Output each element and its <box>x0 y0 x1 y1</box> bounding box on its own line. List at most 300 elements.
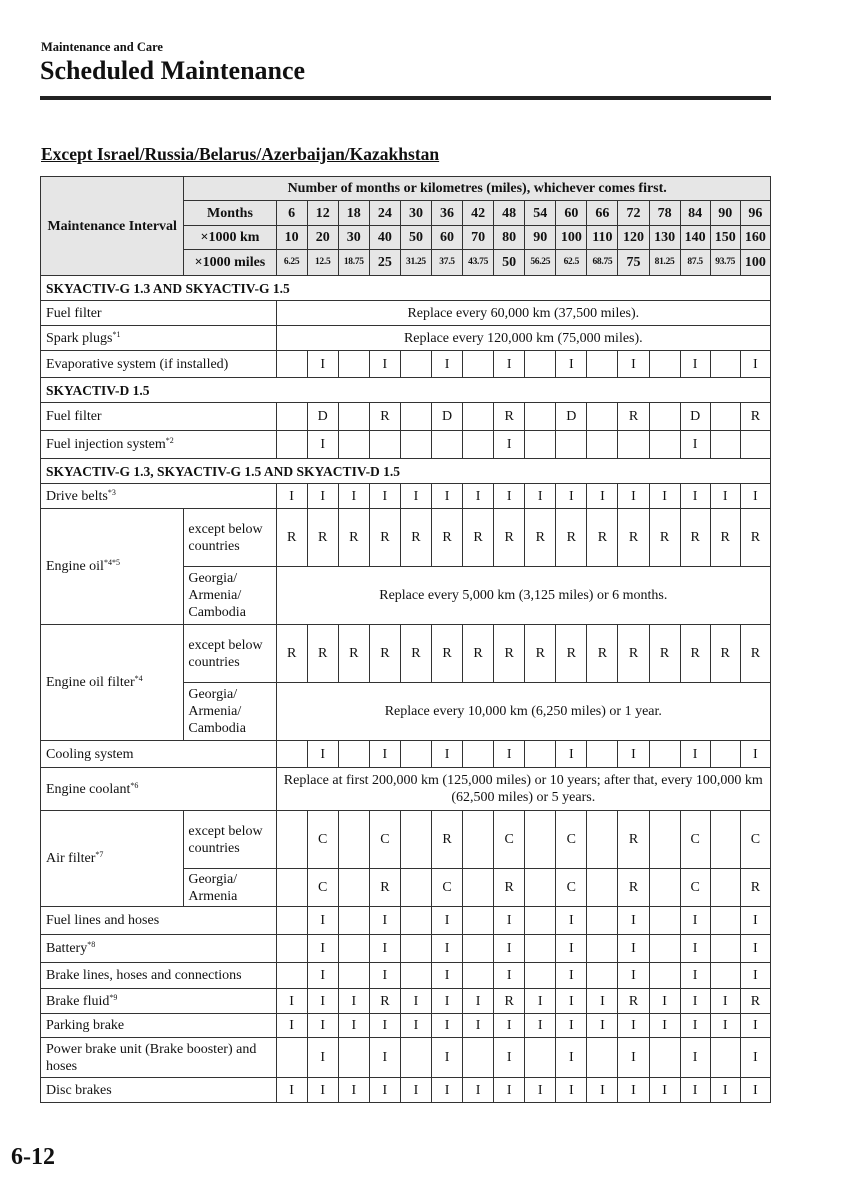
interval-cell <box>338 935 369 963</box>
interval-cell: I <box>680 484 710 509</box>
row-label <box>41 301 277 326</box>
interval-cell <box>431 431 462 459</box>
section-heading: SKYACTIV-D 1.5 <box>41 378 771 403</box>
interval-cell: R <box>307 625 338 683</box>
interval-cell: I <box>431 907 462 935</box>
interval-cell <box>710 963 740 989</box>
interval-cell: I <box>494 935 525 963</box>
interval-cell <box>525 963 556 989</box>
interval-cell <box>463 811 494 869</box>
interval-cell: R <box>618 625 649 683</box>
interval-cell: I <box>740 1014 770 1038</box>
interval-cell: I <box>431 1038 462 1078</box>
footnote-marker: *3 <box>107 487 116 497</box>
km-label: ×1000 km <box>184 226 276 250</box>
interval-cell <box>463 403 494 431</box>
interval-cell: R <box>556 625 587 683</box>
interval-cell <box>587 935 618 963</box>
section-heading: SKYACTIV-G 1.3 AND SKYACTIV-G 1.5 <box>41 276 771 301</box>
section-heading: SKYACTIV-G 1.3, SKYACTIV-G 1.5 AND SKYACTIV-D 1.5 <box>41 459 771 484</box>
row-label <box>41 1038 277 1078</box>
interval-cell: I <box>463 989 494 1014</box>
interval-cell: I <box>680 907 710 935</box>
interval-cell <box>525 431 556 459</box>
month-value: 90 <box>710 201 740 226</box>
interval-cell: C <box>494 811 525 869</box>
interval-cell: R <box>494 869 525 907</box>
interval-cell <box>587 403 618 431</box>
km-value: 70 <box>463 226 494 250</box>
interval-cell <box>649 869 680 907</box>
interval-cell: R <box>649 625 680 683</box>
interval-cell: I <box>494 484 525 509</box>
interval-cell: D <box>431 403 462 431</box>
interval-cell: I <box>431 351 462 378</box>
interval-cell: R <box>463 509 494 567</box>
interval-cell <box>556 431 587 459</box>
interval-cell <box>400 935 431 963</box>
interval-cell: R <box>494 989 525 1014</box>
interval-cell <box>525 741 556 768</box>
table-row <box>41 431 771 459</box>
interval-cell <box>276 811 307 869</box>
interval-cell: R <box>618 989 649 1014</box>
interval-cell: I <box>494 351 525 378</box>
interval-cell: R <box>740 509 770 567</box>
interval-cell <box>400 351 431 378</box>
row-label <box>41 625 184 741</box>
interval-cell: I <box>494 741 525 768</box>
footnote-marker: *6 <box>130 780 139 790</box>
interval-cell <box>463 741 494 768</box>
month-value: 66 <box>587 201 618 226</box>
interval-cell: R <box>587 509 618 567</box>
interval-cell: I <box>556 935 587 963</box>
month-value: 96 <box>740 201 770 226</box>
row-label <box>41 326 277 351</box>
page-number: 6-12 <box>11 1144 55 1170</box>
table-row <box>41 403 771 431</box>
interval-cell: I <box>618 963 649 989</box>
miles-value: 18.75 <box>338 250 369 276</box>
interval-cell: C <box>740 811 770 869</box>
month-value: 24 <box>369 201 400 226</box>
interval-cell: I <box>276 989 307 1014</box>
interval-cell: R <box>649 509 680 567</box>
section-label: Maintenance and Care <box>41 40 163 54</box>
interval-cell <box>525 1038 556 1078</box>
row-label-text: Engine coolant <box>46 781 131 797</box>
interval-cell <box>649 403 680 431</box>
row-label-text: Air filter <box>46 851 96 866</box>
interval-cell <box>463 431 494 459</box>
replace-note: Replace at first 200,000 km (125,000 miles) or 10 years; after that, every 100,000 km (62,500 miles) or 5 years. <box>276 768 770 811</box>
interval-cell <box>400 907 431 935</box>
interval-cell <box>276 351 307 378</box>
interval-cell <box>587 963 618 989</box>
interval-cell: I <box>463 484 494 509</box>
interval-cell <box>338 403 369 431</box>
interval-cell: I <box>369 741 400 768</box>
table-row <box>41 741 771 768</box>
interval-cell: I <box>400 1078 431 1103</box>
interval-header: Maintenance Interval <box>41 177 184 276</box>
row-label <box>41 431 277 459</box>
interval-cell: I <box>525 989 556 1014</box>
interval-cell: I <box>710 484 740 509</box>
table-row <box>41 989 771 1014</box>
interval-cell <box>338 741 369 768</box>
replace-note: Replace every 60,000 km (37,500 miles). <box>276 301 770 326</box>
interval-cell <box>276 403 307 431</box>
row-label-text: Parking brake <box>46 1018 125 1033</box>
interval-cell: R <box>276 625 307 683</box>
interval-cell: I <box>494 963 525 989</box>
section-row <box>41 459 771 484</box>
table-row <box>41 1014 771 1038</box>
interval-cell <box>525 935 556 963</box>
interval-cell <box>463 907 494 935</box>
section-row <box>41 276 771 301</box>
miles-value: 62.5 <box>556 250 587 276</box>
interval-cell: R <box>338 509 369 567</box>
interval-cell: R <box>710 625 740 683</box>
row-label-text: Engine oil filter <box>46 675 135 690</box>
interval-cell: C <box>307 869 338 907</box>
interval-cell <box>463 1038 494 1078</box>
interval-cell <box>710 907 740 935</box>
interval-cell: R <box>618 811 649 869</box>
interval-cell: R <box>369 625 400 683</box>
title-rule <box>40 96 771 100</box>
interval-cell: I <box>307 1038 338 1078</box>
interval-cell: I <box>680 431 710 459</box>
miles-value: 12.5 <box>307 250 338 276</box>
row-label <box>41 741 277 768</box>
row-label <box>41 935 277 963</box>
replace-note: Replace every 5,000 km (3,125 miles) or 6 months. <box>276 567 770 625</box>
row-label <box>41 811 184 907</box>
km-value: 100 <box>556 226 587 250</box>
interval-cell: I <box>740 907 770 935</box>
interval-cell: I <box>494 1078 525 1103</box>
interval-cell: R <box>400 509 431 567</box>
interval-cell <box>710 869 740 907</box>
interval-cell: R <box>556 509 587 567</box>
interval-cell: R <box>369 403 400 431</box>
month-value: 42 <box>463 201 494 226</box>
interval-cell: I <box>556 741 587 768</box>
sub-label: except below countries <box>184 509 276 567</box>
sub-label: except below countries <box>184 811 276 869</box>
interval-cell <box>525 869 556 907</box>
month-value: 18 <box>338 201 369 226</box>
interval-cell: I <box>556 1038 587 1078</box>
interval-cell: C <box>680 869 710 907</box>
interval-cell: I <box>556 1014 587 1038</box>
interval-cell: C <box>307 811 338 869</box>
interval-cell: I <box>463 1014 494 1038</box>
interval-cell: R <box>525 625 556 683</box>
sub-label: Georgia/ Armenia <box>184 869 276 907</box>
interval-cell: I <box>680 1038 710 1078</box>
interval-cell: I <box>369 351 400 378</box>
replace-note: Replace every 10,000 km (6,250 miles) or 1 year. <box>276 683 770 741</box>
row-label <box>41 509 184 625</box>
interval-cell: I <box>400 1014 431 1038</box>
table-row <box>41 301 771 326</box>
interval-cell <box>710 811 740 869</box>
interval-cell <box>587 741 618 768</box>
miles-value: 37.5 <box>431 250 462 276</box>
footnote-marker: *9 <box>109 992 118 1002</box>
table-row <box>41 935 771 963</box>
sub-label: Georgia/ Armenia/ Cambodia <box>184 567 276 625</box>
interval-cell: I <box>618 907 649 935</box>
interval-cell <box>400 431 431 459</box>
interval-cell: I <box>307 431 338 459</box>
interval-cell <box>276 907 307 935</box>
interval-cell: R <box>618 403 649 431</box>
interval-cell <box>525 811 556 869</box>
interval-cell: R <box>369 509 400 567</box>
interval-cell: C <box>556 811 587 869</box>
row-label-text: Fuel filter <box>46 409 102 424</box>
row-label-text: Brake lines, hoses and connections <box>46 968 242 983</box>
miles-value: 75 <box>618 250 649 276</box>
interval-cell: I <box>276 484 307 509</box>
interval-cell: I <box>431 1014 462 1038</box>
header-row <box>41 177 771 201</box>
interval-cell: I <box>680 741 710 768</box>
row-label-text: Fuel injection system <box>46 437 166 452</box>
interval-cell: I <box>494 907 525 935</box>
table-row <box>41 768 771 811</box>
row-label <box>41 989 277 1014</box>
interval-cell: I <box>556 963 587 989</box>
interval-cell: I <box>680 351 710 378</box>
maintenance-schedule-table <box>40 176 771 1103</box>
table-row <box>41 907 771 935</box>
row-label <box>41 768 277 811</box>
interval-cell: I <box>618 935 649 963</box>
footnote-marker: *2 <box>165 436 174 445</box>
footnote-marker: *1 <box>112 329 121 339</box>
interval-cell: I <box>525 484 556 509</box>
miles-label: ×1000 miles <box>184 250 276 276</box>
interval-cell: R <box>740 625 770 683</box>
interval-cell: I <box>431 484 462 509</box>
interval-cell <box>276 1038 307 1078</box>
interval-cell: R <box>494 403 525 431</box>
km-value: 40 <box>369 226 400 250</box>
interval-cell: R <box>369 869 400 907</box>
interval-cell: I <box>710 1014 740 1038</box>
interval-cell: R <box>740 403 770 431</box>
interval-cell <box>587 431 618 459</box>
month-value: 36 <box>431 201 462 226</box>
interval-cell: R <box>680 625 710 683</box>
interval-cell <box>400 869 431 907</box>
miles-value: 87.5 <box>680 250 710 276</box>
interval-cell <box>463 935 494 963</box>
table-row <box>41 484 771 509</box>
interval-cell: I <box>525 1078 556 1103</box>
table-row <box>41 963 771 989</box>
interval-cell: I <box>400 484 431 509</box>
month-value: 78 <box>649 201 680 226</box>
table-row <box>41 351 771 378</box>
interval-cell: I <box>494 1038 525 1078</box>
interval-cell: I <box>431 963 462 989</box>
region-heading: Except Israel/Russia/Belarus/Azerbaijan/Kazakhstan <box>41 144 440 164</box>
interval-cell: I <box>740 1038 770 1078</box>
interval-cell: I <box>740 741 770 768</box>
km-value: 110 <box>587 226 618 250</box>
interval-cell: I <box>369 1078 400 1103</box>
interval-cell <box>400 741 431 768</box>
interval-cell: I <box>556 907 587 935</box>
interval-cell: I <box>369 963 400 989</box>
interval-cell <box>649 351 680 378</box>
interval-cell: R <box>400 625 431 683</box>
interval-cell: I <box>369 907 400 935</box>
miles-value: 56.25 <box>525 250 556 276</box>
interval-cell <box>587 351 618 378</box>
table-row <box>41 811 771 869</box>
interval-cell: I <box>740 484 770 509</box>
row-label-text: Engine oil <box>46 559 104 574</box>
interval-cell: R <box>680 509 710 567</box>
row-label <box>41 1078 277 1103</box>
interval-cell: R <box>494 625 525 683</box>
miles-value: 93.75 <box>710 250 740 276</box>
interval-cell: I <box>587 989 618 1014</box>
interval-cell: I <box>276 1014 307 1038</box>
page-title: Scheduled Maintenance <box>40 56 306 85</box>
interval-cell <box>400 963 431 989</box>
interval-cell <box>710 351 740 378</box>
interval-cell: C <box>680 811 710 869</box>
row-label-text: Evaporative system (if installed) <box>46 356 229 372</box>
interval-cell: I <box>307 1078 338 1103</box>
interval-cell: I <box>307 935 338 963</box>
miles-value: 50 <box>494 250 525 276</box>
km-value: 90 <box>525 226 556 250</box>
km-value: 150 <box>710 226 740 250</box>
row-label <box>41 403 277 431</box>
interval-cell <box>276 431 307 459</box>
interval-cell: C <box>369 811 400 869</box>
interval-cell: I <box>649 1014 680 1038</box>
interval-cell: I <box>525 1014 556 1038</box>
months-label: Months <box>184 201 276 226</box>
interval-cell: I <box>556 351 587 378</box>
interval-cell: I <box>680 963 710 989</box>
interval-cell: I <box>649 1078 680 1103</box>
interval-cell: I <box>338 1078 369 1103</box>
interval-cell: I <box>618 1014 649 1038</box>
interval-cell <box>525 351 556 378</box>
interval-cell <box>649 811 680 869</box>
month-value: 54 <box>525 201 556 226</box>
interval-cell <box>587 907 618 935</box>
interval-cell <box>276 963 307 989</box>
row-label-text: Brake fluid <box>46 993 110 1009</box>
interval-cell: I <box>307 963 338 989</box>
interval-cell: R <box>525 509 556 567</box>
table-row <box>41 625 771 683</box>
interval-cell: R <box>276 509 307 567</box>
interval-cell: R <box>307 509 338 567</box>
km-value: 130 <box>649 226 680 250</box>
interval-cell: I <box>618 351 649 378</box>
miles-value: 31.25 <box>400 250 431 276</box>
row-label-text: Disc brakes <box>46 1082 112 1098</box>
interval-cell <box>400 403 431 431</box>
row-label-text: Fuel filter <box>46 305 102 321</box>
interval-cell: R <box>494 509 525 567</box>
interval-cell <box>649 963 680 989</box>
row-label-text: Spark plugs <box>46 330 113 346</box>
interval-cell: I <box>463 1078 494 1103</box>
interval-cell: I <box>431 989 462 1014</box>
row-label <box>41 1014 277 1038</box>
month-value: 60 <box>556 201 587 226</box>
interval-cell <box>649 935 680 963</box>
interval-cell <box>276 741 307 768</box>
month-value: 30 <box>400 201 431 226</box>
interval-cell: I <box>369 484 400 509</box>
interval-cell: I <box>587 1014 618 1038</box>
km-value: 20 <box>307 226 338 250</box>
interval-cell: I <box>338 989 369 1014</box>
interval-cell: I <box>494 1014 525 1038</box>
interval-cell: I <box>649 484 680 509</box>
interval-cell: I <box>710 989 740 1014</box>
miles-value: 100 <box>740 250 770 276</box>
interval-cell: I <box>680 935 710 963</box>
interval-cell <box>587 1038 618 1078</box>
interval-cell <box>649 431 680 459</box>
interval-cell: I <box>307 741 338 768</box>
row-label <box>41 484 277 509</box>
row-label-text: Cooling system <box>46 746 134 762</box>
month-value: 12 <box>307 201 338 226</box>
interval-cell <box>710 935 740 963</box>
interval-cell: I <box>618 1038 649 1078</box>
interval-cell <box>338 811 369 869</box>
row-label <box>41 907 277 935</box>
interval-cell: I <box>494 431 525 459</box>
interval-cell: I <box>556 484 587 509</box>
interval-cell <box>276 869 307 907</box>
sub-label: Georgia/ Armenia/ Cambodia <box>184 683 276 741</box>
row-label-text: Power brake unit (Brake booster) and hoses <box>46 1041 257 1074</box>
interval-cell: R <box>618 509 649 567</box>
month-value: 84 <box>680 201 710 226</box>
interval-cell: I <box>556 1078 587 1103</box>
interval-cell <box>618 431 649 459</box>
interval-cell: I <box>587 484 618 509</box>
km-value: 30 <box>338 226 369 250</box>
interval-cell: I <box>680 1014 710 1038</box>
interval-cell: R <box>369 989 400 1014</box>
interval-cell <box>400 811 431 869</box>
interval-cell: R <box>587 625 618 683</box>
interval-cell: I <box>307 484 338 509</box>
interval-cell <box>649 907 680 935</box>
